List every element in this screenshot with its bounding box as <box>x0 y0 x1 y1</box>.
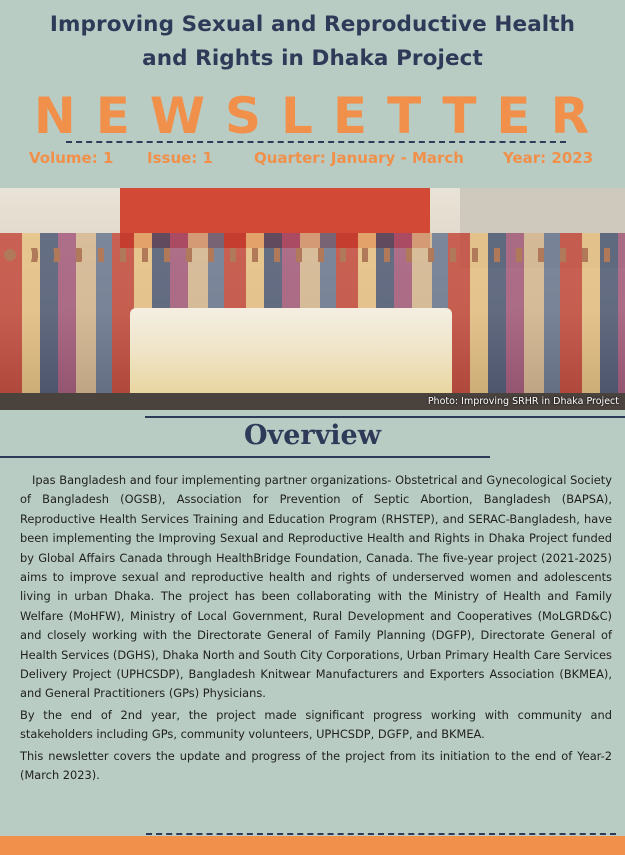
project-title <box>0 8 625 76</box>
issue-label: Issue: 1 <box>147 149 213 167</box>
photo-faces <box>0 248 625 262</box>
year-label: Year: 2023 <box>503 149 594 167</box>
masthead-title: NEWSLETTER <box>33 87 610 145</box>
photo-table <box>130 308 452 400</box>
group-photo <box>0 188 625 410</box>
overview-paragraph-3: This newsletter covers the update and progress of the project from its initiation to the end of Year-2 (March 2023). <box>20 748 612 783</box>
newsletter-header <box>0 0 625 188</box>
volume-label: Volume: 1 <box>29 149 114 167</box>
project-title-line-1: Improving Sexual and Reproductive Health <box>49 12 576 37</box>
overview-heading: Overview <box>244 420 381 451</box>
overview-paragraph-1: Ipas Bangladesh and four implementing partner organizations- Obstetrical and Gynecological Society of Bangladesh (OGSB), Association for Prevention of Septic Abortion, Bangladesh (BAPSA), Reproductive Health Services Training and Education Program (RHSTEP), and SERAC-Bangladesh, have been implementing the Improving Sexual and Reproductive Health and Rights in Dhaka Project funded by Global Affairs Canada through HealthBridge Foundation, Canada. The five-year project (2021-2025) aims to improve sexual and reproductive health and rights of underserved women and adolescents living in urban Dhaka. The project has been collaborating with the Ministry of Health and Family Welfare (MoHFW), Ministry of Local Government, Rural Development and Cooperatives (MoLGRD&C) and closely working with the Directorate General of Family Planning (DGFP), Directorate General of Health Services (DGHS), Dhaka North and South City Corporations, Urban Primary Health Care Services Delivery Project (UPHCSDP), Bangladesh Knitwear Manufacturers and Exporters Association (BKMEA), and General Practitioners (GPs) Physicians. <box>20 473 612 701</box>
overview-paragraph-2: By the end of 2nd year, the project made significant progress working with community and stakeholders including GPs, community volunteers, UPHCSDP, DGFP, and BKMEA. <box>20 707 612 742</box>
overview-body <box>20 471 612 788</box>
header-dashed-divider <box>66 141 566 143</box>
project-title-line-2: and Rights in Dhaka Project <box>142 46 483 71</box>
issue-info-bar <box>0 147 625 169</box>
photo-credit: Photo: Improving SRHR in Dhaka Project <box>427 396 619 407</box>
footer-dashed-divider <box>146 833 616 835</box>
footer-bar <box>0 836 625 855</box>
quarter-label: Quarter: January - March <box>254 149 464 167</box>
overview-rule-bottom <box>0 456 490 458</box>
